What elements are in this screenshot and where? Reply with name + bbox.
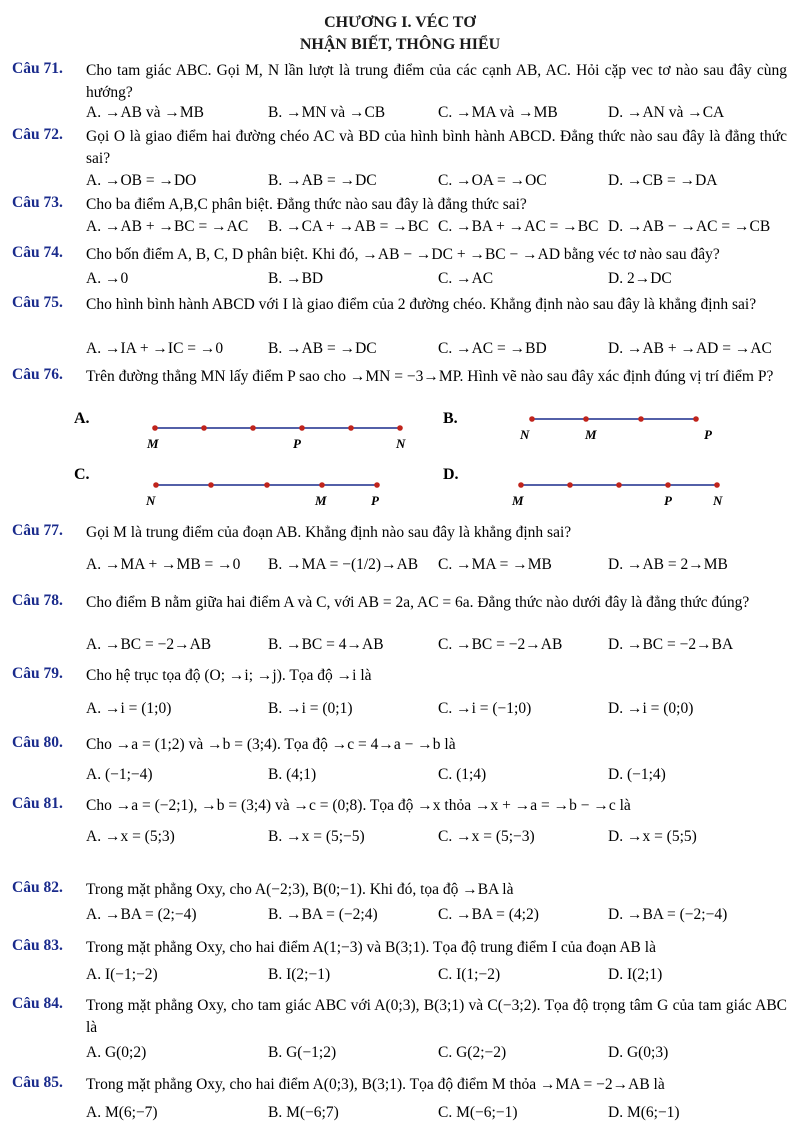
point: [264, 482, 270, 488]
option-a[interactable]: A. →IA + →IC = →0: [86, 340, 224, 357]
point: [616, 482, 622, 488]
option-a[interactable]: A. →MA + →MB = →0: [86, 556, 241, 573]
option-d[interactable]: D. →AN và →CA: [608, 104, 725, 121]
question-text: Cho hình bình hành ABCD với I là giao điểm của 2 đường chéo. Khẳng định nào sau đây là khẳng định sai?: [86, 296, 757, 313]
question-text: Trên đường thẳng MN lấy điểm P sao cho →MN = −3→MP. Hình vẽ nào sau đây xác định đúng vị trí điểm P?: [86, 368, 774, 385]
options-81: [86, 828, 786, 850]
question-text: Gọi M là trung điểm của đoạn AB. Khẳng định nào sau đây là khẳng định sai?: [86, 524, 572, 541]
option-b[interactable]: B. →CA + →AB = →BC: [268, 218, 429, 235]
option-b[interactable]: B. M(−6;7): [268, 1104, 339, 1121]
question-text: Cho bốn điểm A, B, C, D phân biệt. Khi đó, →AB − →DC + →BC − →AD bằng véc tơ nào sau đây?: [86, 246, 720, 263]
question-number: Câu 84.: [12, 995, 63, 1012]
figure-c-letter[interactable]: C.: [74, 466, 90, 483]
options-83: [86, 966, 786, 988]
question-76: [12, 366, 787, 388]
options-77: [86, 556, 786, 578]
question-73: [12, 194, 787, 216]
question-83: [12, 937, 787, 959]
question-74: [12, 244, 787, 266]
option-b[interactable]: B. →AB = →DC: [268, 340, 377, 357]
option-b[interactable]: B. →x = (5;−5): [268, 828, 365, 845]
question-text: Trong mặt phẳng Oxy, cho A(−2;3), B(0;−1). Khi đó, tọa độ →BA là: [86, 881, 514, 898]
point: [693, 416, 699, 422]
figure-b-letter[interactable]: B.: [443, 410, 458, 427]
question-number: Câu 81.: [12, 795, 63, 812]
question-text: Cho tam giác ABC. Gọi M, N lần lượt là trung điểm của các cạnh AB, AC. Hỏi cặp vec tơ nào sau đây cùng hướng?: [86, 62, 787, 101]
option-c[interactable]: C. M(−6;−1): [438, 1104, 518, 1121]
option-a[interactable]: A. →x = (5;3): [86, 828, 175, 845]
point: [638, 416, 644, 422]
point-label: P: [704, 427, 712, 442]
options-73: [86, 218, 786, 240]
chapter-title: CHƯƠNG I. VÉC TƠ: [324, 14, 476, 31]
point: [153, 482, 159, 488]
question-75: [12, 294, 787, 316]
point: [348, 425, 354, 431]
point: [583, 416, 589, 422]
option-a[interactable]: A. →BC = −2→AB: [86, 636, 212, 653]
question-text: Gọi O là giao điểm hai đường chéo AC và BD của hình bình hành ABCD. Đẳng thức nào sau đây là đẳng thức sai?: [86, 128, 787, 167]
question-72: [12, 126, 787, 170]
options-85: [86, 1104, 786, 1126]
point: [152, 425, 158, 431]
option-a[interactable]: A. (−1;−4): [86, 766, 153, 783]
question-81: [12, 795, 787, 817]
figure-a[interactable]: [140, 418, 420, 458]
question-text: Cho →a = (1;2) và →b = (3;4). Tọa độ →c = 4→a − →b là: [86, 736, 456, 753]
option-c[interactable]: C. →BA = (4;2): [438, 906, 539, 923]
question-number: Câu 72.: [12, 126, 63, 143]
point-label: P: [664, 493, 672, 508]
option-b[interactable]: B. →BA = (−2;4): [268, 906, 378, 923]
option-d[interactable]: D. →BA = (−2;−4): [608, 906, 728, 923]
figure-d-letter[interactable]: D.: [443, 466, 459, 483]
option-d[interactable]: D. →CB = →DA: [608, 172, 718, 189]
point: [208, 482, 214, 488]
point: [567, 482, 573, 488]
question-text: Trong mặt phẳng Oxy, cho tam giác ABC với A(0;3), B(3;1) và C(−3;2). Tọa độ trọng tâm G của tam giác ABC là: [86, 997, 787, 1036]
question-number: Câu 76.: [12, 366, 63, 383]
question-number: Câu 78.: [12, 592, 63, 609]
option-c[interactable]: C. →OA = →OC: [438, 172, 547, 189]
option-b[interactable]: B. →AB = →DC: [268, 172, 377, 189]
question-text: Trong mặt phẳng Oxy, cho hai điểm A(1;−3) và B(3;1). Tọa độ trung điểm I của đoạn AB là: [86, 939, 656, 956]
point-label: M: [147, 436, 159, 451]
question-84: [12, 995, 787, 1039]
option-a[interactable]: A. →AB và →MB: [86, 104, 204, 121]
point-label: N: [146, 493, 156, 508]
level-title: NHẬN BIẾT, THÔNG HIỂU: [299, 36, 501, 53]
question-text: Cho →a = (−2;1), →b = (3;4) và →c = (0;8). Tọa độ →x thỏa →x + →a = →b − →c là: [86, 797, 631, 814]
option-b[interactable]: B. →MN và →CB: [268, 104, 386, 121]
point: [518, 482, 524, 488]
options-80: [86, 766, 786, 788]
point-label: P: [371, 493, 379, 508]
point: [201, 425, 207, 431]
options-74: [86, 270, 786, 292]
point: [319, 482, 325, 488]
option-b[interactable]: B. G(−1;2): [268, 1044, 337, 1061]
point-label: N: [396, 436, 406, 451]
option-d[interactable]: D. →BC = −2→BA: [608, 636, 734, 653]
figure-a-letter[interactable]: A.: [74, 410, 90, 427]
option-b[interactable]: B. →i = (0;1): [268, 700, 353, 717]
option-c[interactable]: C. →AC: [438, 270, 494, 287]
question-77: [12, 522, 787, 544]
option-d[interactable]: D. 2→DC: [608, 270, 672, 287]
option-d[interactable]: D. →AB + →AD = →AC: [608, 340, 772, 357]
option-b[interactable]: B. →BC = 4→AB: [268, 636, 384, 653]
option-a[interactable]: A. →0: [86, 270, 129, 287]
question-79: [12, 665, 787, 687]
question-number: Câu 82.: [12, 879, 63, 896]
question-82: [12, 879, 787, 901]
question-number: Câu 79.: [12, 665, 63, 682]
option-b[interactable]: B. →BD: [268, 270, 324, 287]
question-text: Cho hệ trục tọa độ (O; →i; →j). Tọa độ →i là: [86, 667, 372, 684]
option-d[interactable]: D. M(6;−1): [608, 1104, 680, 1121]
question-number: Câu 77.: [12, 522, 63, 539]
question-number: Câu 73.: [12, 194, 63, 211]
question-80: [12, 734, 787, 756]
question-text: Cho điểm B nằm giữa hai điểm A và C, với AB = 2a, AC = 6a. Đẳng thức nào dưới đây là đẳng thức đúng?: [86, 594, 750, 611]
question-85: [12, 1074, 787, 1096]
options-79: [86, 700, 786, 722]
question-78: [12, 592, 787, 614]
option-a[interactable]: A. →AB + →BC = →AC: [86, 218, 249, 235]
option-a[interactable]: A. →BA = (2;−4): [86, 906, 197, 923]
question-number: Câu 75.: [12, 294, 63, 311]
figure-b[interactable]: [515, 408, 725, 448]
question-text: Trong mặt phẳng Oxy, cho hai điểm A(0;3), B(3;1). Tọa độ điểm M thỏa →MA = −2→AB là: [86, 1076, 665, 1093]
question-text: Cho ba điểm A,B,C phân biệt. Đẳng thức nào sau đây là đẳng thức sai?: [86, 196, 527, 213]
figure-c[interactable]: [140, 474, 400, 514]
option-c[interactable]: C. I(1;−2): [438, 966, 501, 983]
options-71: [86, 104, 786, 126]
option-c[interactable]: C. →x = (5;−3): [438, 828, 535, 845]
option-c[interactable]: C. (1;4): [438, 766, 487, 783]
point-label: M: [512, 493, 524, 508]
option-c[interactable]: C. →MA và →MB: [438, 104, 558, 121]
question-number: Câu 71.: [12, 60, 63, 77]
point-label: M: [315, 493, 327, 508]
option-d[interactable]: D. I(2;1): [608, 966, 663, 983]
point: [250, 425, 256, 431]
option-d[interactable]: D. →AB = 2→MB: [608, 556, 728, 573]
point: [529, 416, 535, 422]
question-number: Câu 74.: [12, 244, 63, 261]
option-b[interactable]: B. (4;1): [268, 766, 317, 783]
options-78: [86, 636, 786, 658]
question-number: Câu 85.: [12, 1074, 63, 1091]
point-label: N: [713, 493, 723, 508]
option-c[interactable]: C. →BC = −2→AB: [438, 636, 563, 653]
option-c[interactable]: C. G(2;−2): [438, 1044, 507, 1061]
option-b[interactable]: B. →MA = −(1/2)→AB: [268, 556, 419, 573]
figure-d[interactable]: [508, 474, 738, 514]
option-d[interactable]: D. →x = (5;5): [608, 828, 697, 845]
question-number: Câu 83.: [12, 937, 63, 954]
option-d[interactable]: D. (−1;4): [608, 766, 666, 783]
option-d[interactable]: D. G(0;3): [608, 1044, 669, 1061]
option-a[interactable]: A. G(0;2): [86, 1044, 147, 1061]
option-a[interactable]: A. →i = (1;0): [86, 700, 172, 717]
option-c[interactable]: C. →BA + →AC = →BC: [438, 218, 599, 235]
question-number: Câu 80.: [12, 734, 63, 751]
point: [374, 482, 380, 488]
point-label: P: [293, 436, 301, 451]
option-d[interactable]: D. →AB − →AC = →CB: [608, 218, 771, 235]
options-82: [86, 906, 786, 928]
options-75: [86, 340, 786, 362]
option-c[interactable]: C. →AC = →BD: [438, 340, 547, 357]
point-label: N: [520, 427, 530, 442]
option-c[interactable]: C. →MA = →MB: [438, 556, 552, 573]
question-71: [12, 60, 787, 104]
option-a[interactable]: A. →OB = →DO: [86, 172, 197, 189]
option-c[interactable]: C. →i = (−1;0): [438, 700, 532, 717]
point-label: M: [585, 427, 597, 442]
point: [714, 482, 720, 488]
option-b[interactable]: B. I(2;−1): [268, 966, 331, 983]
options-84: [86, 1044, 786, 1066]
option-a[interactable]: A. M(6;−7): [86, 1104, 158, 1121]
option-d[interactable]: D. →i = (0;0): [608, 700, 694, 717]
option-a[interactable]: A. I(−1;−2): [86, 966, 158, 983]
point: [397, 425, 403, 431]
options-72: [86, 172, 786, 194]
point: [299, 425, 305, 431]
point: [665, 482, 671, 488]
